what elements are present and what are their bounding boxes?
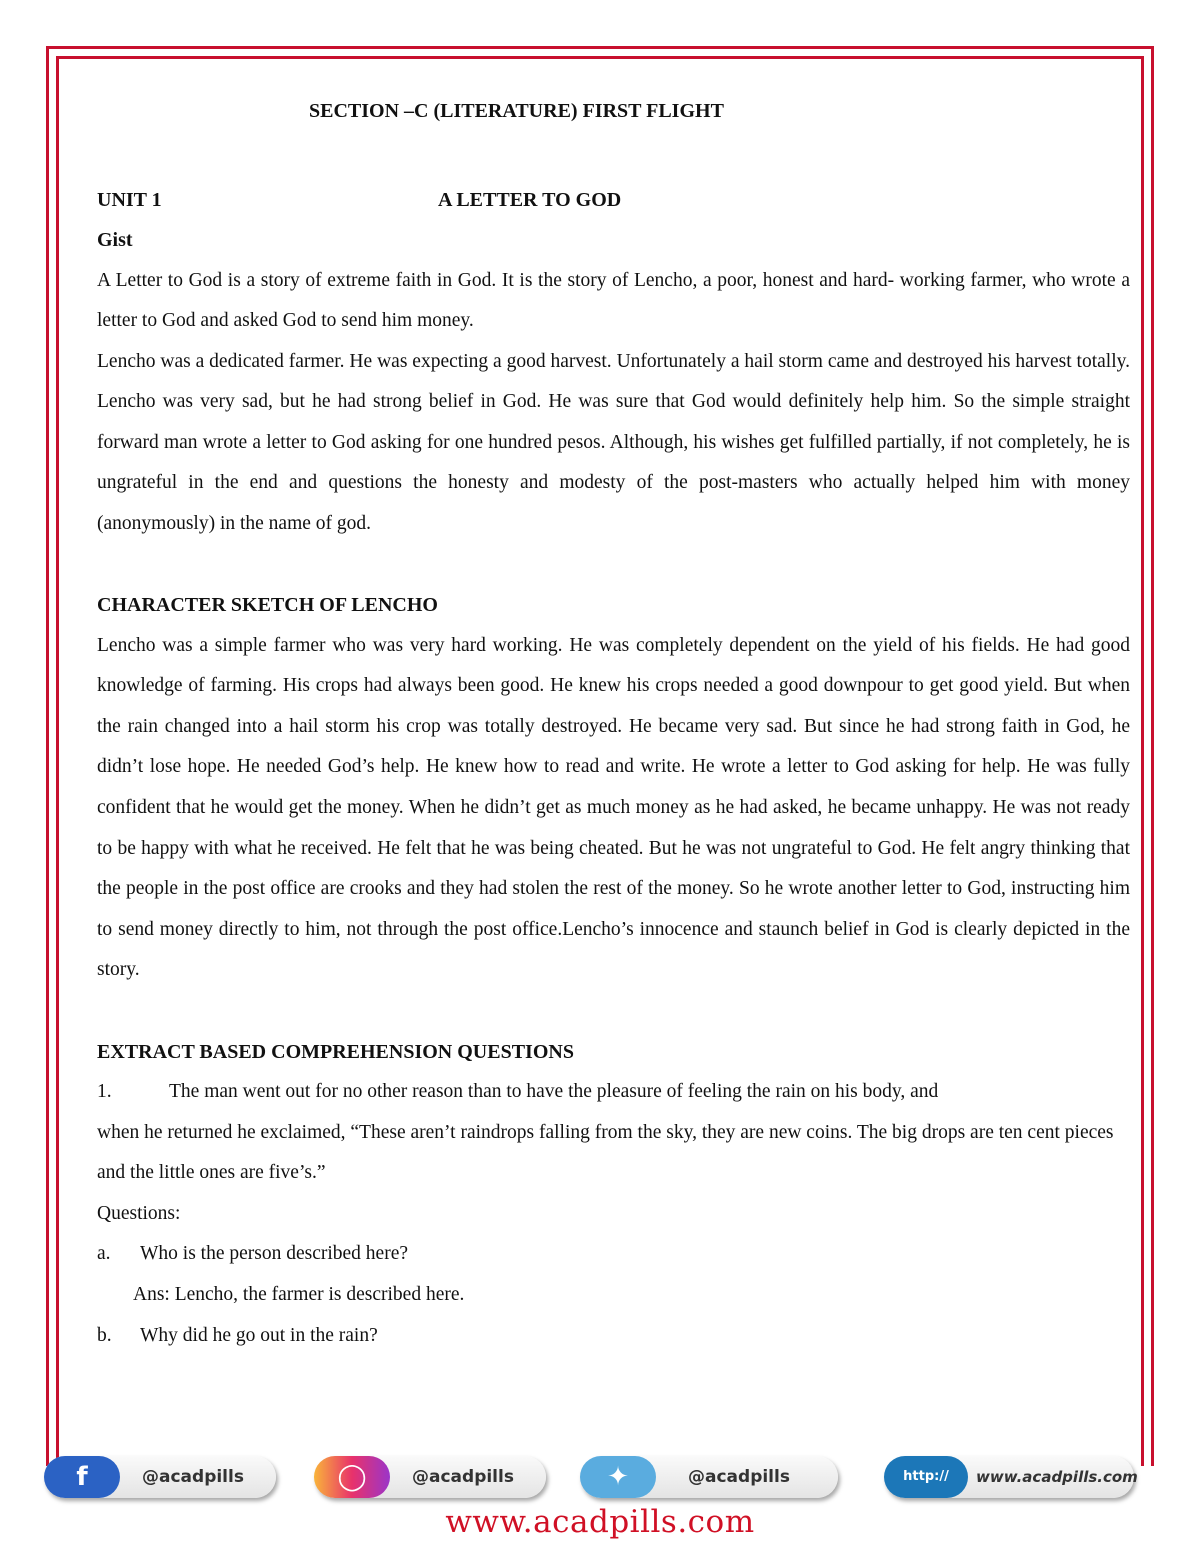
question-b-label: b. [97, 1324, 112, 1346]
footer-website-url[interactable]: www.acadpills.com [445, 1504, 755, 1540]
questions-label: Questions: [97, 1202, 181, 1224]
gist-paragraph-1: A Letter to God is a story of extreme faith in God. It is the story of Lencho, a poor, honest and hard- working farmer, who wrote a letter to God and asked God to send him money. [97, 269, 1130, 332]
gist-heading: Gist [97, 229, 133, 251]
twitter-handle: @acadpills [688, 1467, 790, 1487]
question-b-text: Why did he go out in the rain? [140, 1324, 378, 1346]
unit-heading [97, 180, 1130, 220]
question-a [97, 1234, 1130, 1275]
question-a-text: Who is the person described here? [140, 1243, 409, 1265]
twitter-bird-icon: ✦ [580, 1456, 656, 1498]
extract-text-rest: when he returned he exclaimed, “These aren’t raindrops falling from the sky, they are new coins. The big drops are ten cent pieces and the little ones are five’s.” [97, 1121, 1114, 1184]
instagram-link[interactable] [314, 1456, 546, 1498]
unit-label: UNIT 1 [97, 189, 162, 211]
web-cursor-icon: http:// [884, 1456, 968, 1498]
document-body [97, 96, 1130, 1356]
question-b [97, 1316, 1130, 1357]
instagram-handle: @acadpills [412, 1467, 514, 1487]
social-bar [0, 1452, 1200, 1502]
character-sketch-heading: CHARACTER SKETCH OF LENCHO [97, 594, 438, 617]
character-sketch-paragraph: Lencho was a simple farmer who was very hard working. He was completely dependent on the yield of his fields. He had good knowledge of farming. His crops had always been good. He knew his crops needed a good downpour to get good yield. But when the rain changed into a hail storm his crop was totally destroyed. He became very sad. But since he had strong faith in God, he didn’t lose hope. He needed God’s help. He knew how to read and write. He wrote a letter to God asking for help. He was fully confident that he would get the money. When he didn’t get as much money as he had asked, he became unhappy. He was not ready to be happy with what he received. He felt that he was being cheated. But he was not ungrateful to God. He felt angry thinking that the people in the post office are crooks and they had stolen the rest of the money. So he wrote another letter to God, instructing him to send money directly to him, not through the post office.Lencho’s innocence and staunch belief in God is clearly depicted in the story. [97, 634, 1130, 981]
extract-1 [97, 1072, 1130, 1113]
facebook-icon: f [44, 1456, 120, 1498]
question-a-label: a. [97, 1243, 111, 1265]
facebook-handle: @acadpills [142, 1467, 244, 1487]
twitter-link[interactable] [580, 1456, 838, 1498]
section-title: SECTION –C (LITERATURE) FIRST FLIGHT [309, 100, 724, 122]
extract-questions-heading: EXTRACT BASED COMPREHENSION QUESTIONS [97, 1040, 574, 1063]
extract-number: 1. [97, 1081, 112, 1102]
unit-title: A LETTER TO GOD [438, 189, 622, 211]
facebook-link[interactable] [44, 1456, 276, 1498]
extract-text-line1: The man went out for no other reason than to have the pleasure of feeling the rain on his body, and [169, 1081, 939, 1102]
gist-paragraph-2: Lencho was a dedicated farmer. He was expecting a good harvest. Unfortunately a hail storm came and destroyed his harvest totally. Lencho was very sad, but he had strong belief in God. He was sure that God would definitely help him. So the simple straight forward man wrote a letter to God asking for one hundred pesos. Although, his wishes get fulfilled partially, if not completely, he is ungrateful in the end and questions the honesty and modesty of the post-masters who actually helped him with money (anonymously) in the name of god. [97, 350, 1130, 535]
website-url-small: www.acadpills.com [976, 1468, 1138, 1486]
instagram-icon: ◯ [314, 1456, 390, 1498]
website-link[interactable] [884, 1456, 1138, 1498]
answer-a: Ans: Lencho, the farmer is described here. [133, 1283, 465, 1305]
